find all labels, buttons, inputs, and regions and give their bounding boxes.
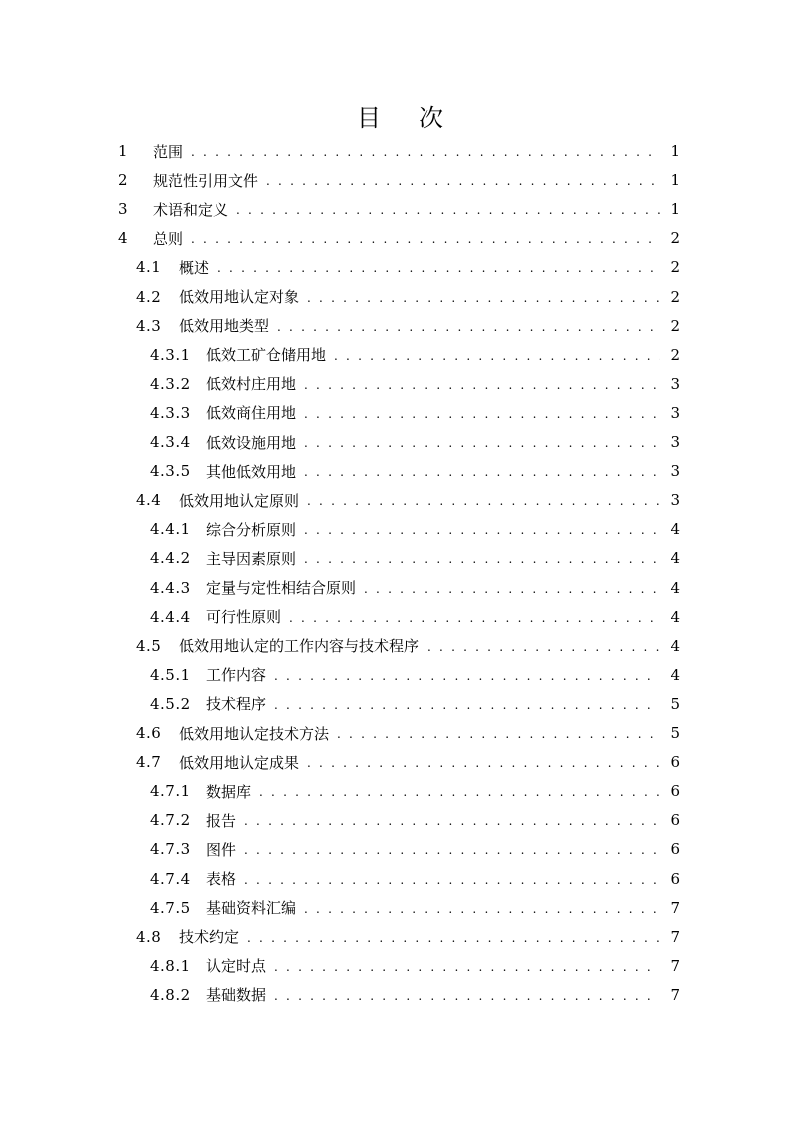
toc-entry-title: 技术约定 [179, 928, 240, 947]
toc-entry[interactable] [150, 864, 680, 894]
toc-entry-title: 其他低效用地 [206, 462, 297, 481]
toc-entry-number: 4.3.2 [150, 374, 191, 393]
toc-leader-dots [274, 960, 660, 974]
toc-entry-number: 4.7 [136, 753, 162, 772]
toc-entry[interactable] [136, 747, 680, 777]
toc-entry-title: 低效商住用地 [206, 404, 297, 423]
toc-entry-page-number: 4 [670, 549, 680, 568]
toc-entry[interactable] [150, 689, 680, 719]
toc-entry-page-number: 3 [670, 403, 680, 422]
toc-entry[interactable] [136, 282, 680, 312]
toc-entry-number: 4.1 [136, 258, 162, 277]
toc-entry-number: 4.5.2 [150, 694, 191, 713]
toc-leader-dots [427, 640, 660, 654]
toc-entry-number: 4.3.1 [150, 345, 191, 364]
toc-leader-dots [236, 203, 660, 217]
toc-entry-title: 数据库 [206, 782, 252, 801]
toc-entry[interactable] [150, 980, 680, 1010]
toc-entry-page-number: 3 [670, 433, 680, 451]
toc-entry[interactable] [150, 543, 680, 573]
toc-entry[interactable] [150, 398, 680, 428]
toc-entry-page-number: 3 [670, 374, 680, 393]
toc-entry[interactable] [150, 776, 680, 806]
toc-entry-number: 4.7.2 [150, 811, 191, 830]
toc-entry-title: 图件 [206, 840, 237, 859]
toc-entry-page-number: 2 [670, 229, 680, 248]
toc-entry[interactable] [150, 369, 680, 399]
toc-entry-title: 低效用地认定技术方法 [179, 724, 330, 743]
toc-leader-dots [304, 407, 660, 421]
toc-entry-page-number: 4 [670, 520, 680, 539]
toc-entry[interactable] [136, 922, 680, 952]
toc-entry-title: 概述 [179, 258, 210, 277]
toc-entry-title: 认定时点 [206, 957, 267, 976]
toc-entry-number: 4.8.1 [150, 956, 191, 975]
toc-entry-title: 工作内容 [206, 666, 267, 685]
toc-entry-title: 主导因素原则 [206, 549, 297, 568]
toc-entry[interactable] [150, 951, 680, 981]
toc-entry-number: 4.5 [136, 636, 162, 655]
toc-entry-page-number: 7 [670, 927, 680, 946]
toc-entry-title: 低效工矿仓储用地 [206, 346, 327, 365]
toc-entry[interactable] [150, 340, 680, 370]
toc-entry-number: 4.4.3 [150, 578, 191, 597]
toc-entry-page-number: 2 [670, 287, 680, 306]
toc-leader-dots [191, 145, 660, 159]
toc-leader-dots [274, 669, 660, 683]
toc-entry-number: 4.7.1 [150, 782, 191, 801]
toc-entry-page-number: 3 [670, 462, 680, 481]
toc-entry[interactable] [150, 660, 680, 690]
toc-entry-number: 4.3 [136, 316, 162, 335]
page-title [0, 98, 800, 138]
toc-leader-dots [307, 756, 660, 770]
toc-entry[interactable] [118, 223, 680, 253]
toc-entry-page-number: 4 [670, 665, 680, 684]
toc-entry[interactable] [150, 834, 680, 864]
toc-entry-number: 4.7.3 [150, 840, 191, 859]
toc-leader-dots [337, 727, 660, 741]
toc-leader-dots [244, 814, 660, 828]
toc-entry-page-number: 5 [670, 694, 680, 713]
toc-entry-page-number: 7 [670, 898, 680, 917]
toc-entry[interactable] [150, 573, 680, 603]
toc-leader-dots [304, 552, 660, 566]
toc-entry-title: 低效村庄用地 [206, 375, 297, 394]
toc-entry-number: 4.7.5 [150, 898, 191, 917]
toc-entry-title: 基础资料汇编 [206, 899, 297, 918]
toc-entry-title: 低效用地认定对象 [179, 288, 300, 306]
toc-entry[interactable] [150, 893, 680, 923]
toc-leader-dots [191, 232, 660, 246]
toc-entry[interactable] [150, 602, 680, 632]
toc-entry-number: 3 [118, 200, 129, 219]
toc-entry-title: 可行性原则 [206, 608, 282, 627]
toc-entry-number: 4 [118, 229, 129, 248]
toc-entry-number: 4.8 [136, 927, 162, 946]
toc-leader-dots [274, 989, 660, 1003]
toc-entry-number: 2 [118, 171, 129, 190]
toc-entry-title: 总则 [153, 229, 184, 248]
toc-entry[interactable] [150, 427, 680, 457]
toc-leader-dots [247, 931, 660, 945]
toc-entry-title: 低效设施用地 [206, 433, 297, 452]
toc-entry[interactable] [150, 514, 680, 544]
toc-leader-dots [277, 320, 660, 334]
toc-leader-dots [259, 785, 660, 799]
toc-entry[interactable] [136, 311, 680, 341]
toc-entry-number: 1 [118, 142, 129, 160]
toc-leader-dots [274, 698, 660, 712]
toc-entry-page-number: 6 [670, 811, 680, 830]
toc-entry-number: 4.3.5 [150, 462, 191, 481]
toc-entry-page-number: 7 [670, 985, 680, 1004]
toc-entry-page-number: 2 [670, 316, 680, 335]
toc-entry-title: 基础数据 [206, 986, 267, 1005]
toc-entry-page-number: 6 [670, 869, 680, 888]
toc-leader-dots [334, 349, 660, 363]
toc-entry-page-number: 1 [670, 171, 680, 190]
toc-entry-number: 4.6 [136, 724, 162, 742]
toc-leader-dots [289, 611, 660, 625]
toc-leader-dots [307, 494, 660, 508]
toc-entry-title: 综合分析原则 [206, 520, 297, 539]
toc-entry-title: 报告 [206, 811, 237, 830]
toc-entry[interactable] [136, 631, 680, 661]
toc-entry-page-number: 6 [670, 840, 680, 859]
toc-leader-dots [364, 582, 660, 596]
toc-entry-number: 4.3.4 [150, 433, 191, 451]
toc-entry-number: 4.3.3 [150, 403, 191, 422]
toc-entry-page-number: 4 [670, 636, 680, 655]
toc-entry-title: 定量与定性相结合原则 [206, 579, 357, 597]
toc-entry-title: 低效用地认定成果 [179, 753, 300, 772]
toc-entry-number: 4.8.2 [150, 985, 191, 1004]
toc-entry-number: 4.5.1 [150, 665, 191, 684]
title-char-2: 次 [419, 104, 443, 132]
toc-entry-number: 4.4.1 [150, 520, 191, 539]
toc-entry-page-number: 6 [670, 782, 680, 801]
toc-leader-dots [304, 465, 660, 479]
toc-entry-title: 表格 [206, 870, 237, 888]
toc-leader-dots [304, 523, 660, 537]
title-char-1: 目 [357, 104, 381, 132]
toc-entry-title: 低效用地认定原则 [179, 491, 300, 510]
toc-entry[interactable] [136, 252, 680, 282]
toc-entry[interactable] [136, 718, 680, 748]
toc-entry-title: 低效用地认定的工作内容与技术程序 [179, 637, 420, 656]
toc-leader-dots [266, 174, 660, 188]
toc-entry[interactable] [118, 165, 680, 195]
toc-entry[interactable] [150, 456, 680, 486]
toc-entry-page-number: 2 [670, 345, 680, 364]
toc-leader-dots [217, 261, 660, 275]
toc-entry-page-number: 1 [670, 142, 680, 160]
toc-entry[interactable] [118, 194, 680, 224]
toc-entry-page-number: 5 [670, 724, 680, 742]
toc-leader-dots [244, 873, 660, 887]
toc-entry-page-number: 4 [670, 578, 680, 597]
toc-entry-page-number: 6 [670, 753, 680, 772]
toc-entry-page-number: 1 [670, 200, 680, 219]
toc-leader-dots [244, 843, 660, 857]
toc-entry-page-number: 7 [670, 956, 680, 975]
toc-entry[interactable] [150, 805, 680, 835]
toc-entry[interactable] [136, 485, 680, 515]
toc-entry-number: 4.2 [136, 287, 162, 306]
toc-leader-dots [307, 291, 660, 305]
toc-entry-page-number: 4 [670, 607, 680, 626]
toc-entry[interactable] [118, 136, 680, 166]
toc-leader-dots [304, 436, 660, 450]
toc-entry-title: 术语和定义 [153, 200, 229, 219]
toc-entry-number: 4.4.2 [150, 549, 191, 568]
toc-entry-title: 低效用地类型 [179, 317, 270, 336]
toc-entry-page-number: 3 [670, 491, 680, 510]
toc-entry-title: 范围 [153, 142, 184, 161]
toc-entry-number: 4.7.4 [150, 869, 191, 888]
toc-leader-dots [304, 902, 660, 916]
toc-leader-dots [304, 378, 660, 392]
toc-entry-page-number: 2 [670, 258, 680, 277]
toc-entry-number: 4.4 [136, 491, 162, 510]
toc-entry-title: 规范性引用文件 [153, 171, 259, 190]
toc-entry-number: 4.4.4 [150, 607, 191, 626]
toc-entry-title: 技术程序 [206, 695, 267, 714]
